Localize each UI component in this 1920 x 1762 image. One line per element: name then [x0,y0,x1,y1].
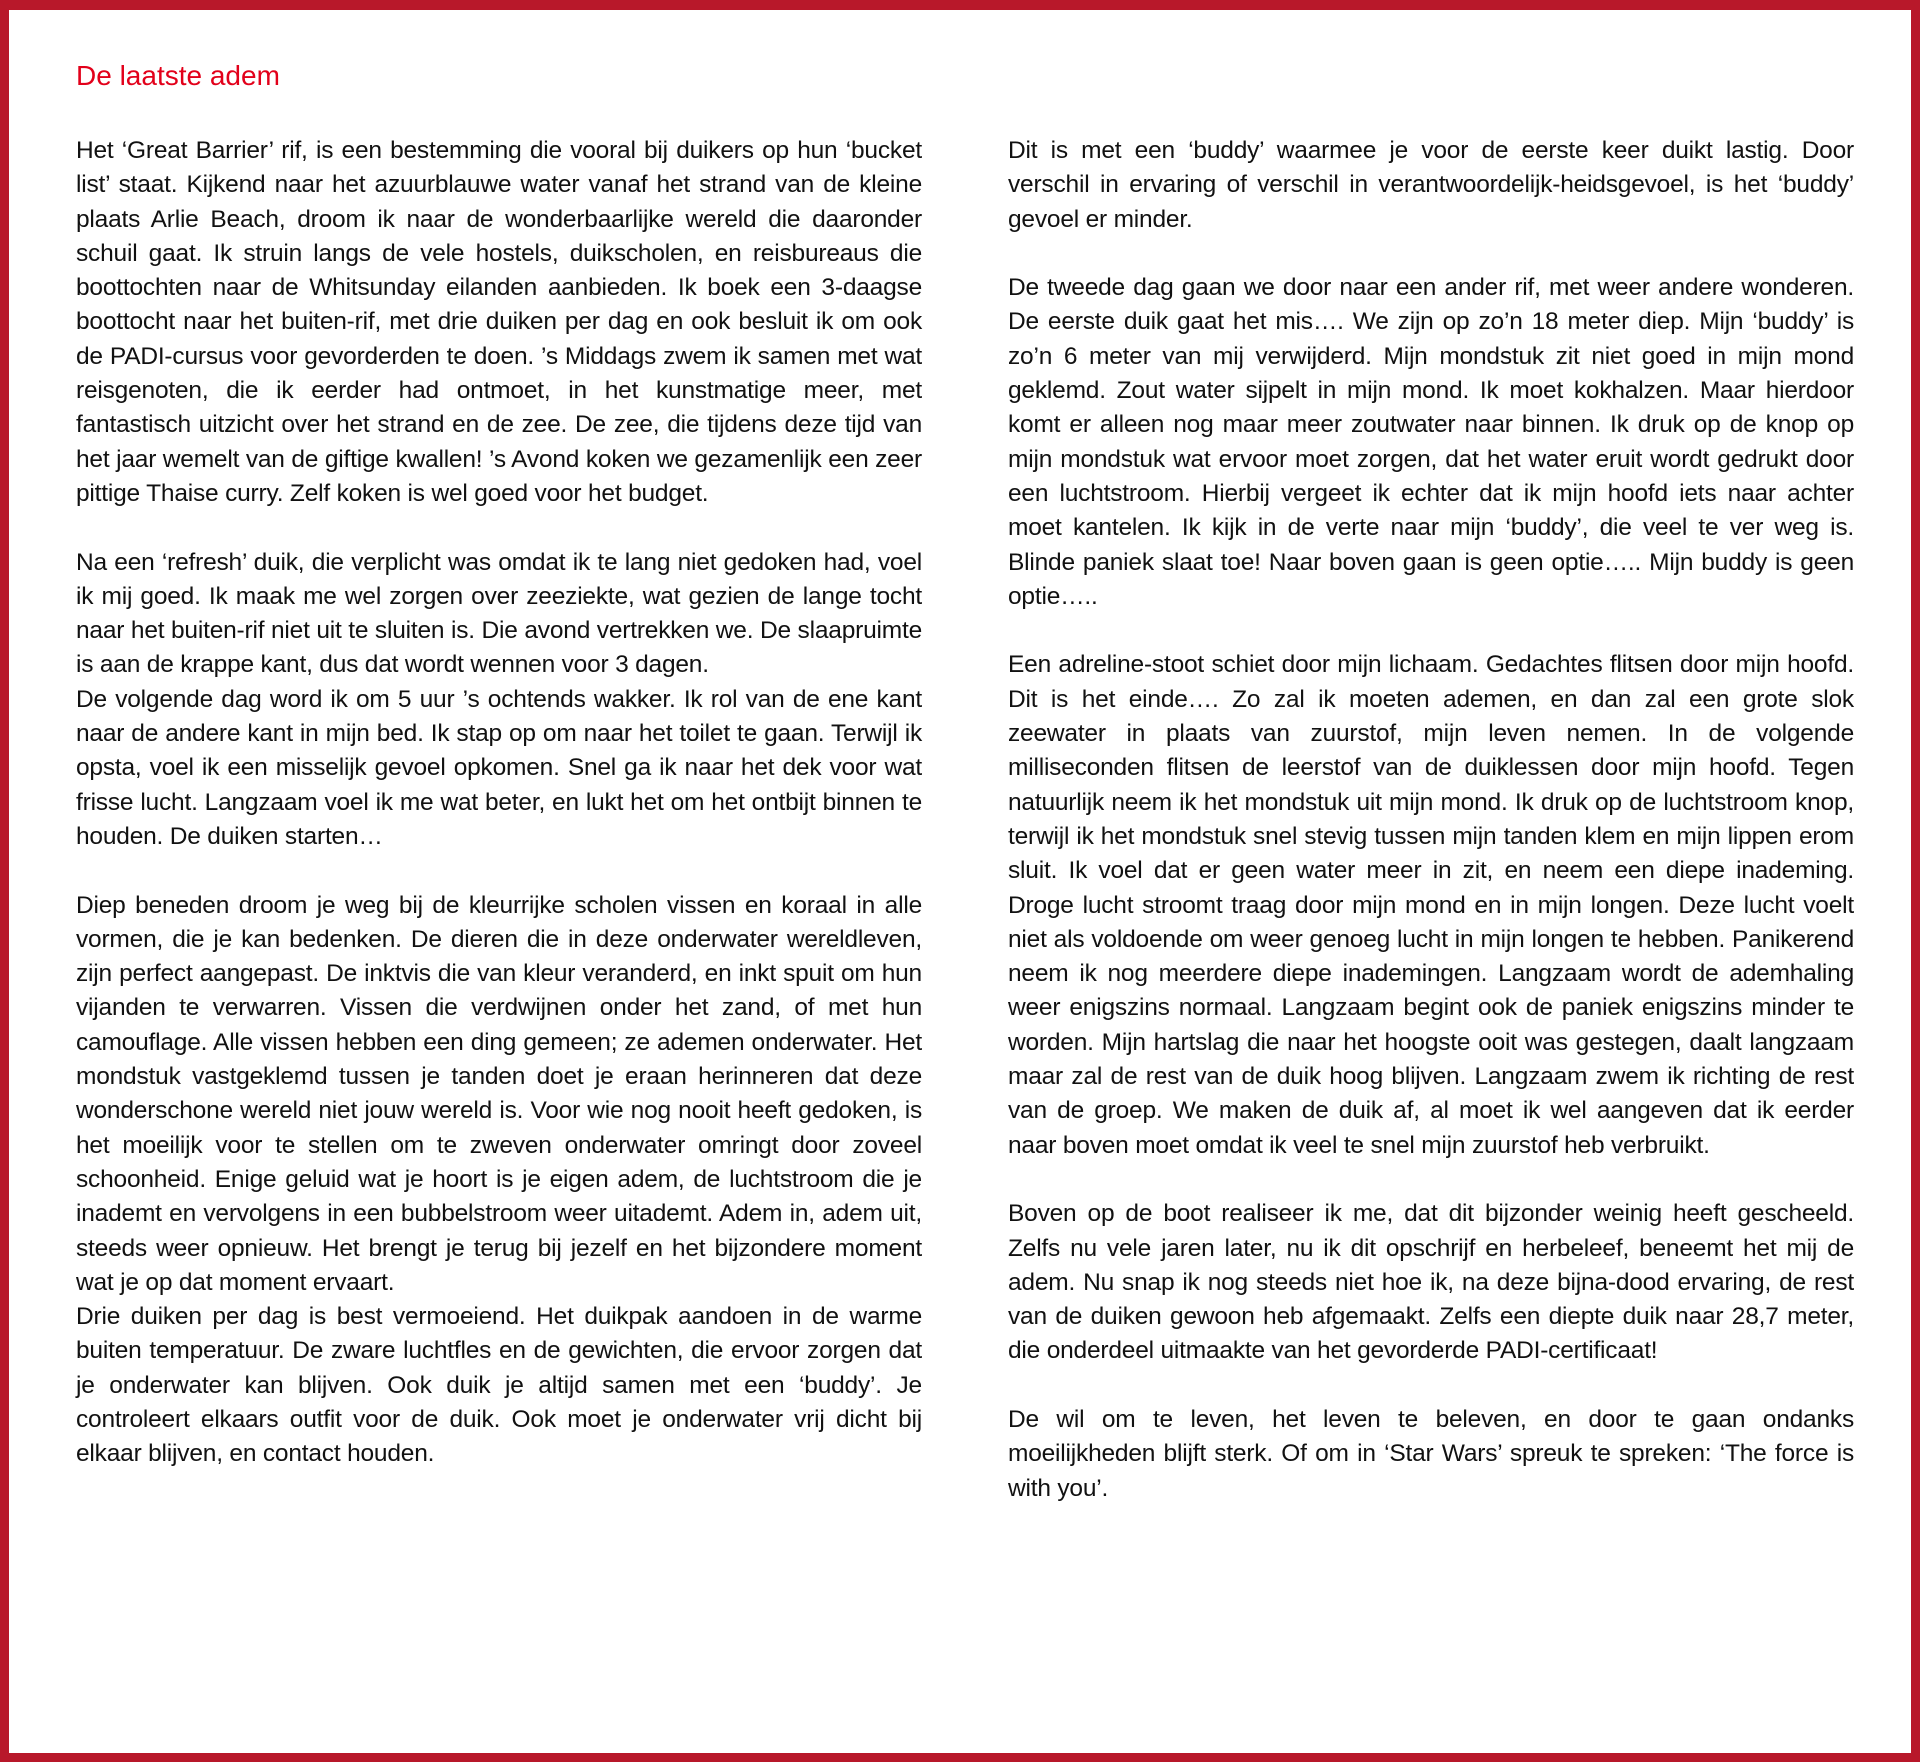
paragraph: De volgende dag word ik om 5 uur ’s ochtends wakker. Ik rol van de ene kant naar de andere kant in mijn bed. Ik stap op om naar het toilet te gaan. Terwijl ik opsta, voel ik een misselijk gevoel opkomen. Snel ga ik naar het dek voor wat frisse lucht. Langzaam voel ik me wat beter, en lukt het om het ontbijt binnen te houden. De duiken starten… [76,685,922,850]
paragraph: De wil om te leven, het leven te beleven, en door te gaan ondanks moeilijkheden blijft sterk. Of om in ‘Star Wars’ spreuk te spreken: ‘The force is with you’. [1008,1405,1854,1502]
paragraph: Na een ‘refresh’ duik, die verplicht was omdat ik te lang niet gedoken had, voel ik mij goed. Ik maak me wel zorgen over zeeziekte, wat gezien de lange tocht naar het buiten-rif niet uit te sluiten is. Die avond vertrekken we. De slaapruimte is aan de krappe kant, dus dat wordt wennen voor 3 dagen. [76,548,922,679]
paragraph: Het ‘Great Barrier’ rif, is een bestemming die vooral bij duikers op hun ‘bucket list’ staat. Kijkend naar het azuurblauwe water vanaf het strand van de kleine plaats Arlie Beach, droom ik naar de wonderbaarlijke wereld die daaronder schuil gaat. Ik struin langs de vele hostels, duikscholen, en reisbureaus die boottochten naar de Whitsunday eilanden aanbieden. Ik boek een 3-daagse boottocht naar het buiten-rif, met drie duiken per dag en ook besluit ik om ook de PADI-cursus voor gevorderden te doen. ’s Middags zwem ik samen met wat reisgenoten, die ik eerder had ontmoet, in het kunstmatige meer, met fantastisch uitzicht over het strand en de zee. De zee, die tijdens deze tijd van het jaar wemelt van de giftige kwallen! ’s Avond koken we gezamenlijk een zeer pittige Thaise curry. Zelf koken is wel goed voor het budget. [76,137,922,507]
article-title: De laatste adem [76,60,280,91]
paragraph: Drie duiken per dag is best vermoeiend. Het duikpak aandoen in de warme buiten temperatuur. De zware luchtfles en de gewichten, die ervoor zorgen dat je onderwater kan blijven. Ook duik je altijd samen met een ‘buddy’. Je controleert elkaars outfit voor de duik. Ook moet je onderwater vrij dicht bij elkaar blijven, en contact houden. [76,1303,922,1468]
left-column [76,134,922,1506]
paragraph: Dit is met een ‘buddy’ waarmee je voor de eerste keer duikt lastig. Door verschil in ervaring of verschil in verantwoordelijk-heidsgevoel, is het ‘buddy’ gevoel er minder. [1008,137,1854,233]
paragraph: Een adreline-stoot schiet door mijn lichaam. Gedachtes flitsen door mijn hoofd. Dit is het einde…. Zo zal ik moeten ademen, en dan zal een grote slok zeewater in plaats van zuurstof, mijn leven nemen. In de volgende milliseconden flitsen de leerstof van de duiklessen door mijn hoofd. Tegen natuurlijk neem ik het mondstuk uit mijn mond. Ik druk op de luchtstroom knop, terwijl ik het mondstuk snel stevig tussen mijn tanden klem en mijn lippen erom sluit. Ik voel dat er geen water meer in zit, en neem een diepe inademing. Droge lucht stroomt traag door mijn mond en in mijn longen. Deze lucht voelt niet als voldoende om weer genoeg lucht in mijn longen te hebben. Panikerend neem ik nog meerdere diepe inademingen. Langzaam wordt de ademhaling weer enigszins normaal. Langzaam begint ook de paniek enigszins minder te worden. Mijn hartslag die naar het hoogste ooit was gestegen, daalt langzaam maar zal de rest van de duik hoog blijven. Langzaam zwem ik richting de rest van de groep. We maken de duik af, al moet ik wel aangeven dat ik eerder naar boven moet omdat ik veel te snel mijn zuurstof heb verbruikt. [1008,651,1854,1159]
paragraph: De tweede dag gaan we door naar een ander rif, met weer andere wonderen. De eerste duik gaat het mis…. We zijn op zo’n 18 meter diep. Mijn ‘buddy’ is zo’n 6 meter van mij verwijderd. Mijn mondstuk zit niet goed in mijn mond geklemd. Zout water sijpelt in mijn mond. Ik moet kokhalzen. Maar hierdoor komt er alleen nog maar meer zoutwater naar binnen. Ik druk op de knop op mijn mondstuk wat ervoor moet zorgen, dat het water eruit wordt gedrukt door een luchtstroom. Hierbij vergeet ik echter dat ik mijn hoofd iets naar achter moet kantelen. Ik kijk in de verte naar mijn ‘buddy’, die veel te ver weg is. Blinde paniek slaat toe! Naar boven gaan is geen optie….. Mijn buddy is geen optie….. [1008,274,1854,610]
right-column [1008,134,1854,1540]
paragraph: Boven op de boot realiseer ik me, dat dit bijzonder weinig heeft gescheeld. Zelfs nu vele jaren later, nu ik dit opschrijf en herbeleef, beneemt het mij de adem. Nu snap ik nog steeds niet hoe ik, na deze bijna-dood ervaring, de rest van de duiken gewoon heb afgemaakt. Zelfs een diepte duik naar 28,7 meter, die onderdeel uitmaakte van het gevorderde PADI-certificaat! [1008,1200,1854,1365]
paragraph: Diep beneden droom je weg bij de kleurrijke scholen vissen en koraal in alle vormen, die je kan bedenken. De dieren die in deze onderwater wereldleven, zijn perfect aangepast. De inktvis die van kleur veranderd, en inkt spuit om hun vijanden te verwarren. Vissen die verdwijnen onder het zand, of met hun camouflage. Alle vissen hebben een ding gemeen; ze ademen onderwater. Het mondstuk vastgeklemd tussen je tanden doet je eraan herinneren dat deze wonderschone wereld niet jouw wereld is. Voor wie nog nooit heeft gedoken, is het moeilijk voor te stellen om te zweven onderwater omringt door zoveel schoonheid. Enige geluid wat je hoort is je eigen adem, de luchtstroom die je inademt en vervolgens in een bubbelstroom weer uitademt. Adem in, adem uit, steeds weer opnieuw. Het brengt je terug bij jezelf en het bijzondere moment wat je op dat moment ervaart. [76,891,922,1296]
